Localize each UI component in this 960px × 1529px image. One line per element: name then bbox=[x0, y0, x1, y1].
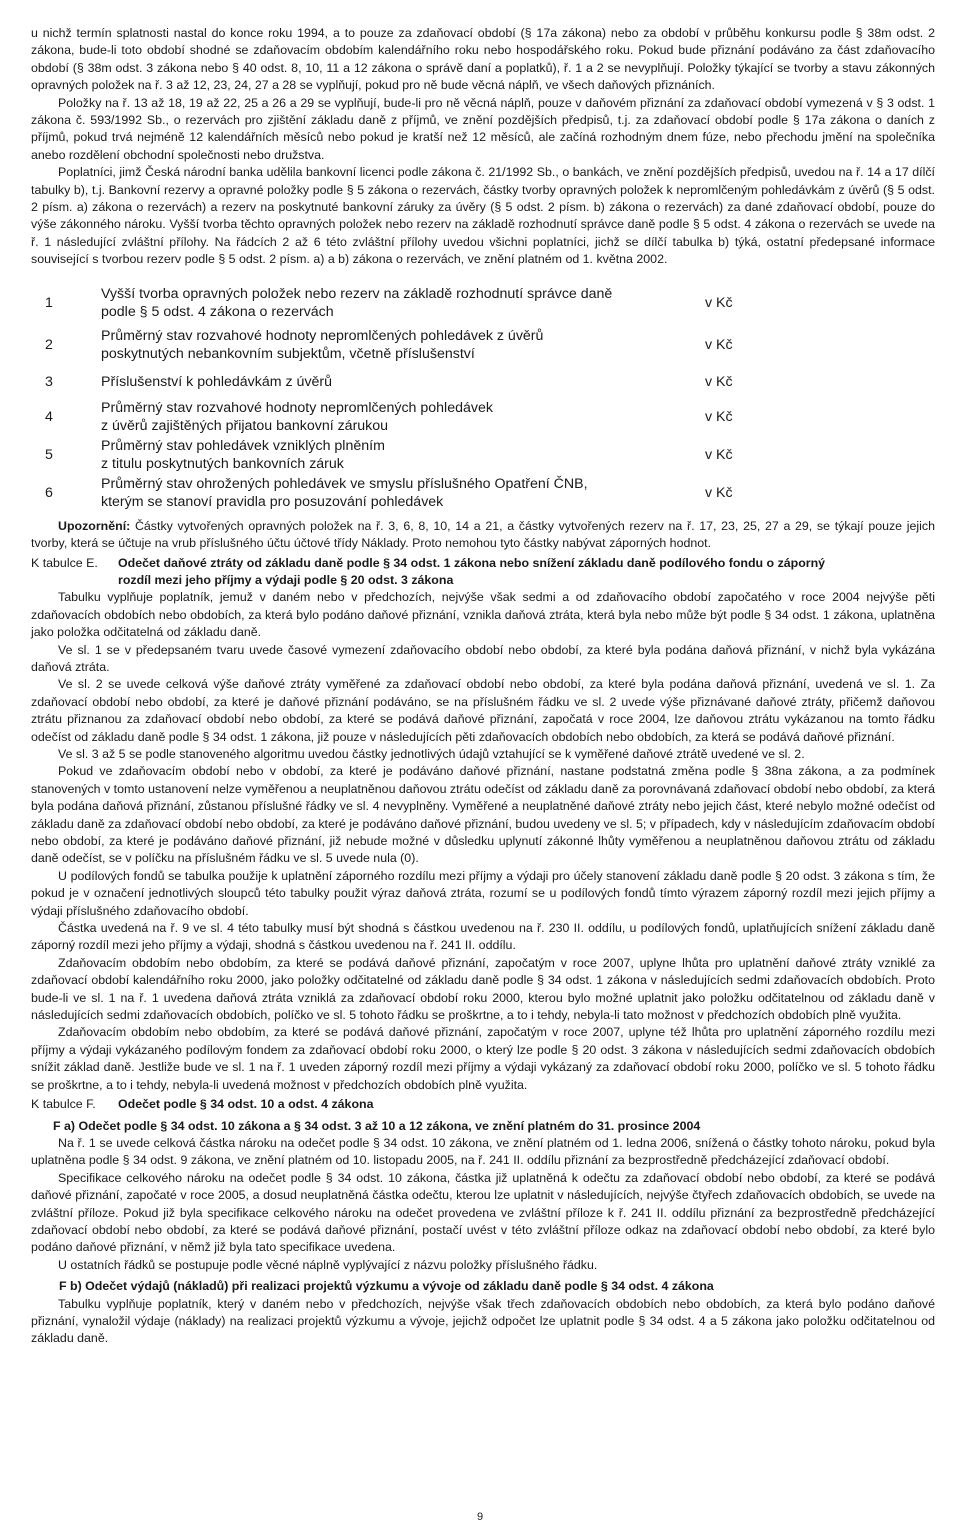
section-fa-paragraph: Specifikace celkového nároku na odečet podle § 34 odst. 10 zákona, částka již uplatněná k odečtu za zdaňovací období nebo období, za které se podává daňové přiznání, započaté v roce 2005, a dosud neuplatněná částka odečtu, kterou lze uplatnit v následujících, nejvýše čtyřech zdaňovacích obdobích, se uvede na zvláštní příloze. Pokud již byla specifikace celkového nároku na odečet provedena ve zvláštní příloze k ř. 241 II. oddílu přiznání za bezprostředně předcházející zdaňovací období nebo období, za které se podává daňové přiznání, postačí uvést v této zvláštní příloze odkaz na zdaňovací období nebo období, za které bylo podáno daňové přiznání, v němž již byla tato specifikace uvedena. bbox=[31, 1170, 935, 1255]
row-number: 3 bbox=[45, 373, 53, 390]
section-e-heading: K tabulce E. Odečet daňové ztráty od základu daně podle § 34 odst. 1 zákona nebo snížení základu daně podílového fondu o záporný rozdíl mezi jeho příjmy a výdaji podle § 20 odst. 3 zákona bbox=[31, 555, 826, 587]
row-label: Průměrný stav pohledávek vzniklých plněním z titulu poskytnutých bankovních záruk bbox=[101, 437, 385, 472]
warning-note: Upozornění: Částky vytvořených opravných položek na ř. 3, 6, 8, 10, 14 a 21, a částky vytvořených rezerv na ř. 17, 23, 25, 27 a 29, se týkají pouze jejich tvorby, která se účtuje na vrub příslušného účtu účtové třídy Náklady. Proto nemohou tyto částky nabývat záporných hodnot. bbox=[31, 518, 935, 551]
table-row bbox=[31, 398, 825, 436]
row-label: Vyšší tvorba opravných položek nebo rezerv na základě rozhodnutí správce daně podle § 5 odst. 4 zákona o rezervách bbox=[101, 285, 613, 320]
table-row bbox=[31, 474, 825, 512]
row-label: Průměrný stav ohrožených pohledávek ve smyslu příslušného Opatření ČNB, kterým se stanoví pravidla pro posuzování pohledávek bbox=[101, 475, 588, 510]
section-fa-paragraph: Na ř. 1 se uvede celková částka nároku na odečet podle § 34 odst. 10 zákona, ve znění platném od 1. ledna 2006, snížená o částky tohoto nároku, pokud byla uplatněna podle § 34 odst. 9 zákona, ve znění platném od 10. listopadu 2005, na ř. 241 II. oddílu přiznání za bezprostředně předcházející zdaňovací období. bbox=[31, 1135, 935, 1168]
row-label: Průměrný stav rozvahové hodnoty nepromlčených pohledávek z úvěrů poskytnutých nebankovním subjektům, včetně příslušenství bbox=[101, 327, 544, 362]
section-fb-paragraph: Tabulku vyplňuje poplatník, který v daném nebo v předchozích, nejvýše však třech zdaňovacích obdobích nebo obdobích, za která bylo podáno daňové přiznání, vynaložil výdaje (náklady) na realizaci projektů výzkumu a vývoje, jejichž odpočet lze uplatnit podle § 34 odst. 4 a 5 zákona jako položku odčitatelnou od základu daně. bbox=[31, 1296, 935, 1346]
section-fa-paragraph: U ostatních řádků se postupuje podle věcné náplně vyplývající z názvu položky příslušného řádku. bbox=[58, 1257, 598, 1272]
table-row bbox=[31, 282, 825, 324]
row-unit: v Kč bbox=[705, 294, 733, 311]
table-row bbox=[31, 324, 825, 366]
section-e-paragraph: Ve sl. 3 až 5 se podle stanoveného algoritmu uvedou částky jednotlivých údajů vztahující se k vyměřené daňové ztrátě uvedené ve sl. 2. bbox=[58, 746, 805, 761]
section-e-paragraph: U podílových fondů se tabulka použije k uplatnění záporného rozdílu mezi příjmy a výdaji pro účely stanovení základu daně podle § 20 odst. 3 zákona s tím, že pokud je v označení jednotlivých sloupců této tabulky použit výraz daňová ztráta, rozumí se u podílových fondů tímto výrazem záporný rozdíl mezi jejich příjmy a výdaji příslušného zdaňovacího období. bbox=[31, 868, 935, 918]
attachment-table bbox=[31, 282, 825, 512]
section-e-paragraph: Tabulku vyplňuje poplatník, jemuž v daném nebo v předchozích, nejvýše však sedmi a od zdaňovacího období započatého v roce 2004 nejvýše pěti zdaňovacích obdobích nebo obdobích, za která bylo podáno daňové přiznání, vznikla daňová ztráta, která byla nebo může být podle § 34 odst. 1 zákona, uplatněna jako položka odčitatelná od základu daně. bbox=[31, 590, 935, 640]
row-unit: v Kč bbox=[705, 373, 733, 390]
row-number: 1 bbox=[45, 294, 53, 311]
row-number: 2 bbox=[45, 336, 53, 353]
row-unit: v Kč bbox=[705, 336, 733, 353]
document-page bbox=[31, 25, 935, 1348]
table-row bbox=[31, 436, 825, 474]
section-e-paragraph: Ve sl. 2 se uvede celková výše daňové ztráty vyměřené za zdaňovací období nebo období, za které byla podána daňová přiznání, uvedená ve sl. 1. Za zdaňovací období nebo období, za které je daňové přiznání podáváno, se na příslušném řádku ve sl. 2 uvede výše přiznávané daňové ztráty, přičemž daňovou ztrátu přiznanou za zdaňovací období nebo období, za které se podává daňové přiznání, započatá v roce 2004, lze daňovou ztrátu vykázanou na tomto řádku odečíst od základu daně podle § 34 odst. 1 zákona, již pouze v následujících pěti zdaňovacích obdobích nebo obdobích, za která se podává daňové přiznání. bbox=[31, 677, 935, 744]
row-label: Průměrný stav rozvahové hodnoty nepromlčených pohledávek z úvěrů zajištěných přijatou bankovní zárukou bbox=[101, 399, 493, 434]
intro-paragraph-1: u nichž termín splatnosti nastal do konce roku 1994, a to pouze za zdaňovací období (§ 17a zákona) nebo za období v průběhu konkursu podle § 38m odst. 2 zákona, bude-li toto období shodné se zdaňovacím obdobím kalendářního roku nebo hospodářského roku. Pokud bude přiznání podáváno za část zdaňovacího období (§ 38m odst. 3 zákona nebo § 40 odst. 8, 10, 11 a 12 zákona o správě daní a poplatků), ř. 1 a 2 se nevyplňují. Položky týkající se tvorby a stavu zákonných opravných položek na ř. 3 až 12, 23, 24, 27 a 28 se vyplňují, pokud pro ně bude věcná náplň, ve všech daňových přiznáních. bbox=[31, 26, 935, 93]
row-unit: v Kč bbox=[705, 484, 733, 501]
row-label: Příslušenství k pohledávkám z úvěrů bbox=[101, 373, 333, 390]
section-e-paragraph: Pokud ve zdaňovacím období nebo v období, za které je podáváno daňové přiznání, nastane podstatná změna podle § 38na zákona, a za podmínek stanovených v tomto ustanovení nelze vyměřenou a neuplatněnou daňovou ztrátu odečíst od základu daně za porovnávaná zdaňovací období nebo období, za která byla podána daňová přiznání, zůstanou příslušné řádky ve sl. 4 nevyplněny. Vyměřené a neuplatněné daňové ztráty nebo jejich část, které nebylo možné odečíst od základu daně za zdaňovací období nebo období, za které je podáváno daňové přiznání, budou uvedeny ve sl. 5; v případech, kdy v následujícím zdaňovacím období nebo období, za které je podáváno daňové přiznání, již nebude možné v důsledku uplynutí zákonné lhůty vyměřenou a neuplatněnou daňovou ztrátu od základu daně odečíst, se v políčku na příslušném řádku ve sl. 5 uvede nula (0). bbox=[31, 764, 935, 866]
table-row bbox=[31, 366, 825, 398]
row-unit: v Kč bbox=[705, 408, 733, 425]
page-number: 9 bbox=[476, 1511, 484, 1523]
row-unit: v Kč bbox=[705, 446, 733, 463]
section-fb-heading: F b) Odečet výdajů (nákladů) při realizaci projektů výzkumu a vývoje od základu daně podle § 34 odst. 4 zákona bbox=[59, 1279, 714, 1294]
section-f-heading: K tabulce F. Odečet podle § 34 odst. 10 a odst. 4 zákona bbox=[31, 1097, 374, 1112]
section-e-paragraph: Částka uvedená na ř. 9 ve sl. 4 této tabulky musí být shodná s částkou uvedenou na ř. 230 II. oddílu, u podílových fondů, uplatňujících snížení základu daně záporný rozdíl mezi jeho příjmy a výdaji, shodná s částkou uvedenou na ř. 241 II. oddílu. bbox=[31, 921, 935, 953]
row-number: 4 bbox=[45, 408, 53, 425]
row-number: 6 bbox=[45, 484, 53, 501]
section-e-paragraph: Zdaňovacím obdobím nebo obdobím, za které se podává daňové přiznání, započatým v roce 2007, uplyne též lhůta pro uplatnění záporného rozdílu mezi příjmy a výdaji vykázaného podílovým fondem za zdaňovací období roku 2000, o který lze podle § 20 odst. 3 zákona v následujících sedmi zdaňovacích obdobích snížit základ daně. Jestliže bude ve sl. 1 na ř. 1 uveden záporný rozdíl mezi příjmy a výdaji vykázaný za zdaňovací období roku 2000, políčko ve sl. 5 tohoto řádku se proškrtne, a to i tehdy, nebyla-li uvedená možnost v předchozích obdobích plně využita. bbox=[31, 1025, 935, 1092]
section-e-paragraph: Zdaňovacím obdobím nebo obdobím, za které se podává daňové přiznání, započatým v roce 2007, uplyne lhůta pro uplatnění daňové ztráty vzniklé za zdaňovací období kalendářního roku 2000, jako položky odčitatelné od základu daně podle § 34 odst. 1 zákona v následujících sedmi zdaňovacích obdobích. Proto bude-li ve sl. 1 na ř. 1 uvedena daňová ztráta vzniklá za zdaňovací období roku 2000, kterou bylo možné uplatnit jako položku odčitatelnou od základu daně v následujících sedmi zdaňovacích obdobích, políčko ve sl. 5 tohoto řádku se proškrtne, a to i tehdy, nebyla-li tato možnost v předchozích obdobích plně využita. bbox=[31, 955, 935, 1023]
intro-paragraph-2: Položky na ř. 13 až 18, 19 až 22, 25 a 26 a 29 se vyplňují, bude-li pro ně věcná náplň, pouze v daňovém přiznání za zdaňovací období vymezená v § 3 odst. 1 zákona č. 593/1992 Sb., o rezervách pro zjištění základu daně z příjmů, ve znění pozdějších předpisů, t.j. za zdaňovací období podle § 17a zákona o daních z příjmů, pokud trvá nejméně 12 kalendářních měsíců nebo pokud je kratší než 12 měsíců, ale začíná rozhodným dnem fúze, nebo přechodu jmění na společníka anebo rozdělení obchodní společnosti nebo družstva. bbox=[31, 95, 935, 162]
section-fa-heading: F a) Odečet podle § 34 odst. 10 zákona a § 34 odst. 3 až 10 a 12 zákona, ve znění platném do 31. prosince 2004 bbox=[53, 1118, 701, 1133]
row-number: 5 bbox=[45, 446, 53, 463]
intro-paragraph-3: Poplatníci, jimž Česká národní banka udělila bankovní licenci podle zákona č. 21/1992 Sb., o bankách, ve znění pozdějších předpisů, uvedou na ř. 14 a 17 dílčí tabulky b), t.j. Bankovní rezervy a opravné položky podle § 5 zákona o rezervách, částky tvorby opravných položek k nepromlčeným pohledávkám z úvěrů (§ 5 odst. 2 písm. a) zákona o rezervách) a rezerv na poskytnuté bankovní záruky za úvěry (§ 5 odst. 2 písm. b) zákona o rezervách) za dané zdaňovací období, pouze do výše zákonného nároku. Vyšší tvorba těchto opravných položek nebo rezerv na základě rozhodnutí správce daně podle § 5 odst. 4 zákona o rezervách se uvede na ř. 1 následující zvláštní přílohy. Na řádcích 2 až 6 této zvláštní přílohy uvedou všichni poplatníci, jichž se dílčí tabulka b) týká, ostatní předepsané informace související s tvorbou rezerv podle § 5 odst. 2 písm. a) a b) zákona o rezervách, ve znění platném od 1. května 2002. bbox=[31, 165, 935, 267]
section-e-paragraph: Ve sl. 1 se v předepsaném tvaru uvede časové vymezení zdaňovacího období nebo období, za které byla podána daňová přiznání, v nichž byla vykázána daňová ztráta. bbox=[31, 642, 935, 674]
